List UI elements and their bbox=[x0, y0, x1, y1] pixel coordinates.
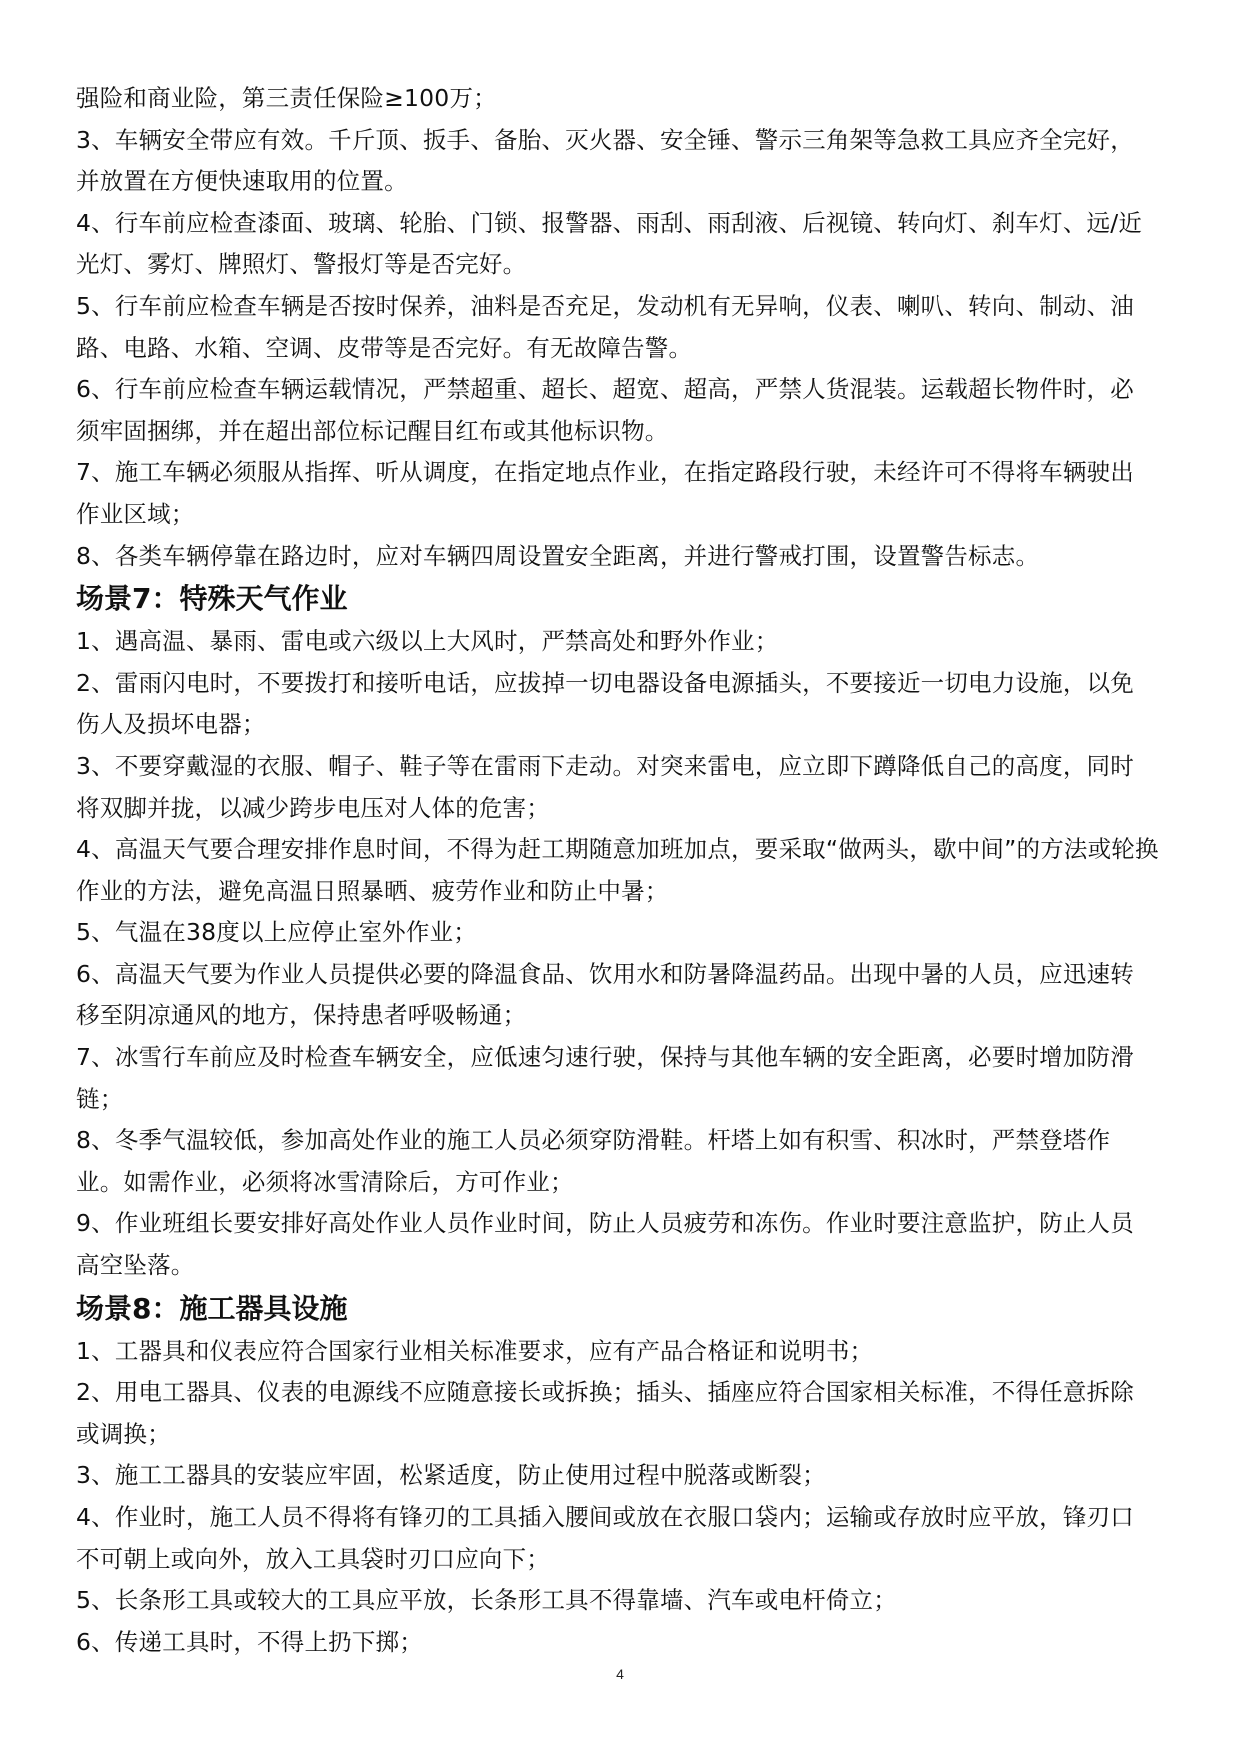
heading-scene-8: 场景8：施工器具设施 bbox=[76, 1291, 348, 1325]
text-line: 8、各类车辆停靠在路边时，应对车辆四周设置安全距离，并进行警戒打围，设置警告标志。 bbox=[76, 541, 1040, 570]
text-line: 2、用电工器具、仪表的电源线不应随意接长或拆换；插头、插座应符合国家相关标准，不得任意拆除 bbox=[76, 1378, 1134, 1407]
text-line: 5、行车前应检查车辆是否按时保养，油料是否充足，发动机有无异响，仪表、喇叭、转向、制动、油 bbox=[76, 291, 1134, 320]
text-line: 须牢固捆绑，并在超出部位标记醒目红布或其他标识物。 bbox=[76, 416, 669, 445]
text-line: 将双脚并拢，以减少跨步电压对人体的危害； bbox=[76, 793, 550, 822]
text-line: 4、行车前应检查漆面、玻璃、轮胎、门锁、报警器、雨刮、雨刮液、后视镜、转向灯、刹车灯、远/近 bbox=[76, 208, 1143, 237]
text-line: 2、雷雨闪电时，不要拨打和接听电话，应拔掉一切电器设备电源插头，不要接近一切电力设施，以免 bbox=[76, 668, 1134, 697]
page-content bbox=[76, 78, 1176, 1663]
text-line: 不可朝上或向外，放入工具袋时刃口应向下； bbox=[76, 1544, 550, 1573]
text-line: 4、高温天气要合理安排作息时间，不得为赶工期随意加班加点，要采取“做两头，歇中间”的方法或轮换 bbox=[76, 835, 1159, 864]
text-line: 4、作业时，施工人员不得将有锋刃的工具插入腰间或放在衣服口袋内；运输或存放时应平放，锋刃口 bbox=[76, 1503, 1134, 1531]
text-line: 3、车辆安全带应有效。千斤顶、扳手、备胎、灭火器、安全锤、警示三角架等急救工具应齐全完好， bbox=[76, 125, 1134, 154]
text-line: 作业的方法，避免高温日照暴晒、疲劳作业和防止中暑； bbox=[76, 876, 669, 905]
text-line: 路、电路、水箱、空调、皮带等是否完好。有无故障告警。 bbox=[76, 333, 693, 362]
page-number: 4 bbox=[616, 1666, 624, 1682]
text-line: 链； bbox=[76, 1084, 124, 1113]
text-line: 1、遇高温、暴雨、雷电或六级以上大风时，严禁高处和野外作业； bbox=[76, 627, 779, 656]
text-line: 6、行车前应检查车辆运载情况，严禁超重、超长、超宽、超高，严禁人货混装。运载超长物件时，必 bbox=[76, 375, 1134, 404]
text-line: 9、作业班组长要安排好高处作业人员作业时间，防止人员疲劳和冻伤。作业时要注意监护，防止人员 bbox=[76, 1209, 1134, 1238]
text-line: 7、冰雪行车前应及时检查车辆安全，应低速匀速行驶，保持与其他车辆的安全距离，必要时增加防滑 bbox=[76, 1043, 1134, 1072]
text-line: 并放置在方便快速取用的位置。 bbox=[76, 167, 408, 196]
text-line: 5、长条形工具或较大的工具应平放，长条形工具不得靠墙、汽车或电杆倚立； bbox=[76, 1586, 897, 1615]
text-line: 强险和商业险，第三责任保险≥100万； bbox=[76, 84, 497, 112]
text-line: 高空坠落。 bbox=[76, 1251, 195, 1280]
text-line: 6、传递工具时，不得上扔下掷； bbox=[76, 1627, 423, 1656]
section-tools-equipment bbox=[76, 1331, 1176, 1664]
text-line: 业。如需作业，必须将冰雪清除后，方可作业； bbox=[76, 1167, 574, 1196]
text-line: 6、高温天气要为作业人员提供必要的降温食品、饮用水和防暑降温药品。出现中暑的人员，应迅速转 bbox=[76, 959, 1134, 988]
text-line: 8、冬季气温较低，参加高处作业的施工人员必须穿防滑鞋。杆塔上如有积雪、积冰时，严禁登塔作 bbox=[76, 1126, 1111, 1155]
text-line: 5、气温在38度以上应停止室外作业； bbox=[76, 918, 477, 947]
section-special-weather bbox=[76, 621, 1176, 1287]
text-line: 移至阴凉通风的地方，保持患者呼吸畅通； bbox=[76, 1001, 527, 1030]
text-line: 光灯、雾灯、牌照灯、警报灯等是否完好。 bbox=[76, 250, 527, 279]
text-line: 7、施工车辆必须服从指挥、听从调度，在指定地点作业，在指定路段行驶，未经许可不得将车辆驶出 bbox=[76, 458, 1134, 487]
text-line: 或调换； bbox=[76, 1419, 171, 1448]
text-line: 作业区域； bbox=[76, 499, 195, 528]
heading-scene-7: 场景7：特殊天气作业 bbox=[76, 582, 348, 616]
section-vehicle-safety bbox=[76, 78, 1176, 577]
text-line: 1、工器具和仪表应符合国家行业相关标准要求，应有产品合格证和说明书； bbox=[76, 1336, 874, 1365]
text-line: 3、不要穿戴湿的衣服、帽子、鞋子等在雷雨下走动。对突来雷电，应立即下蹲降低自己的高度，同时 bbox=[76, 751, 1134, 780]
text-line: 伤人及损坏电器； bbox=[76, 710, 266, 739]
text-line: 3、施工工器具的安装应牢固，松紧适度，防止使用过程中脱落或断裂； bbox=[76, 1461, 826, 1490]
